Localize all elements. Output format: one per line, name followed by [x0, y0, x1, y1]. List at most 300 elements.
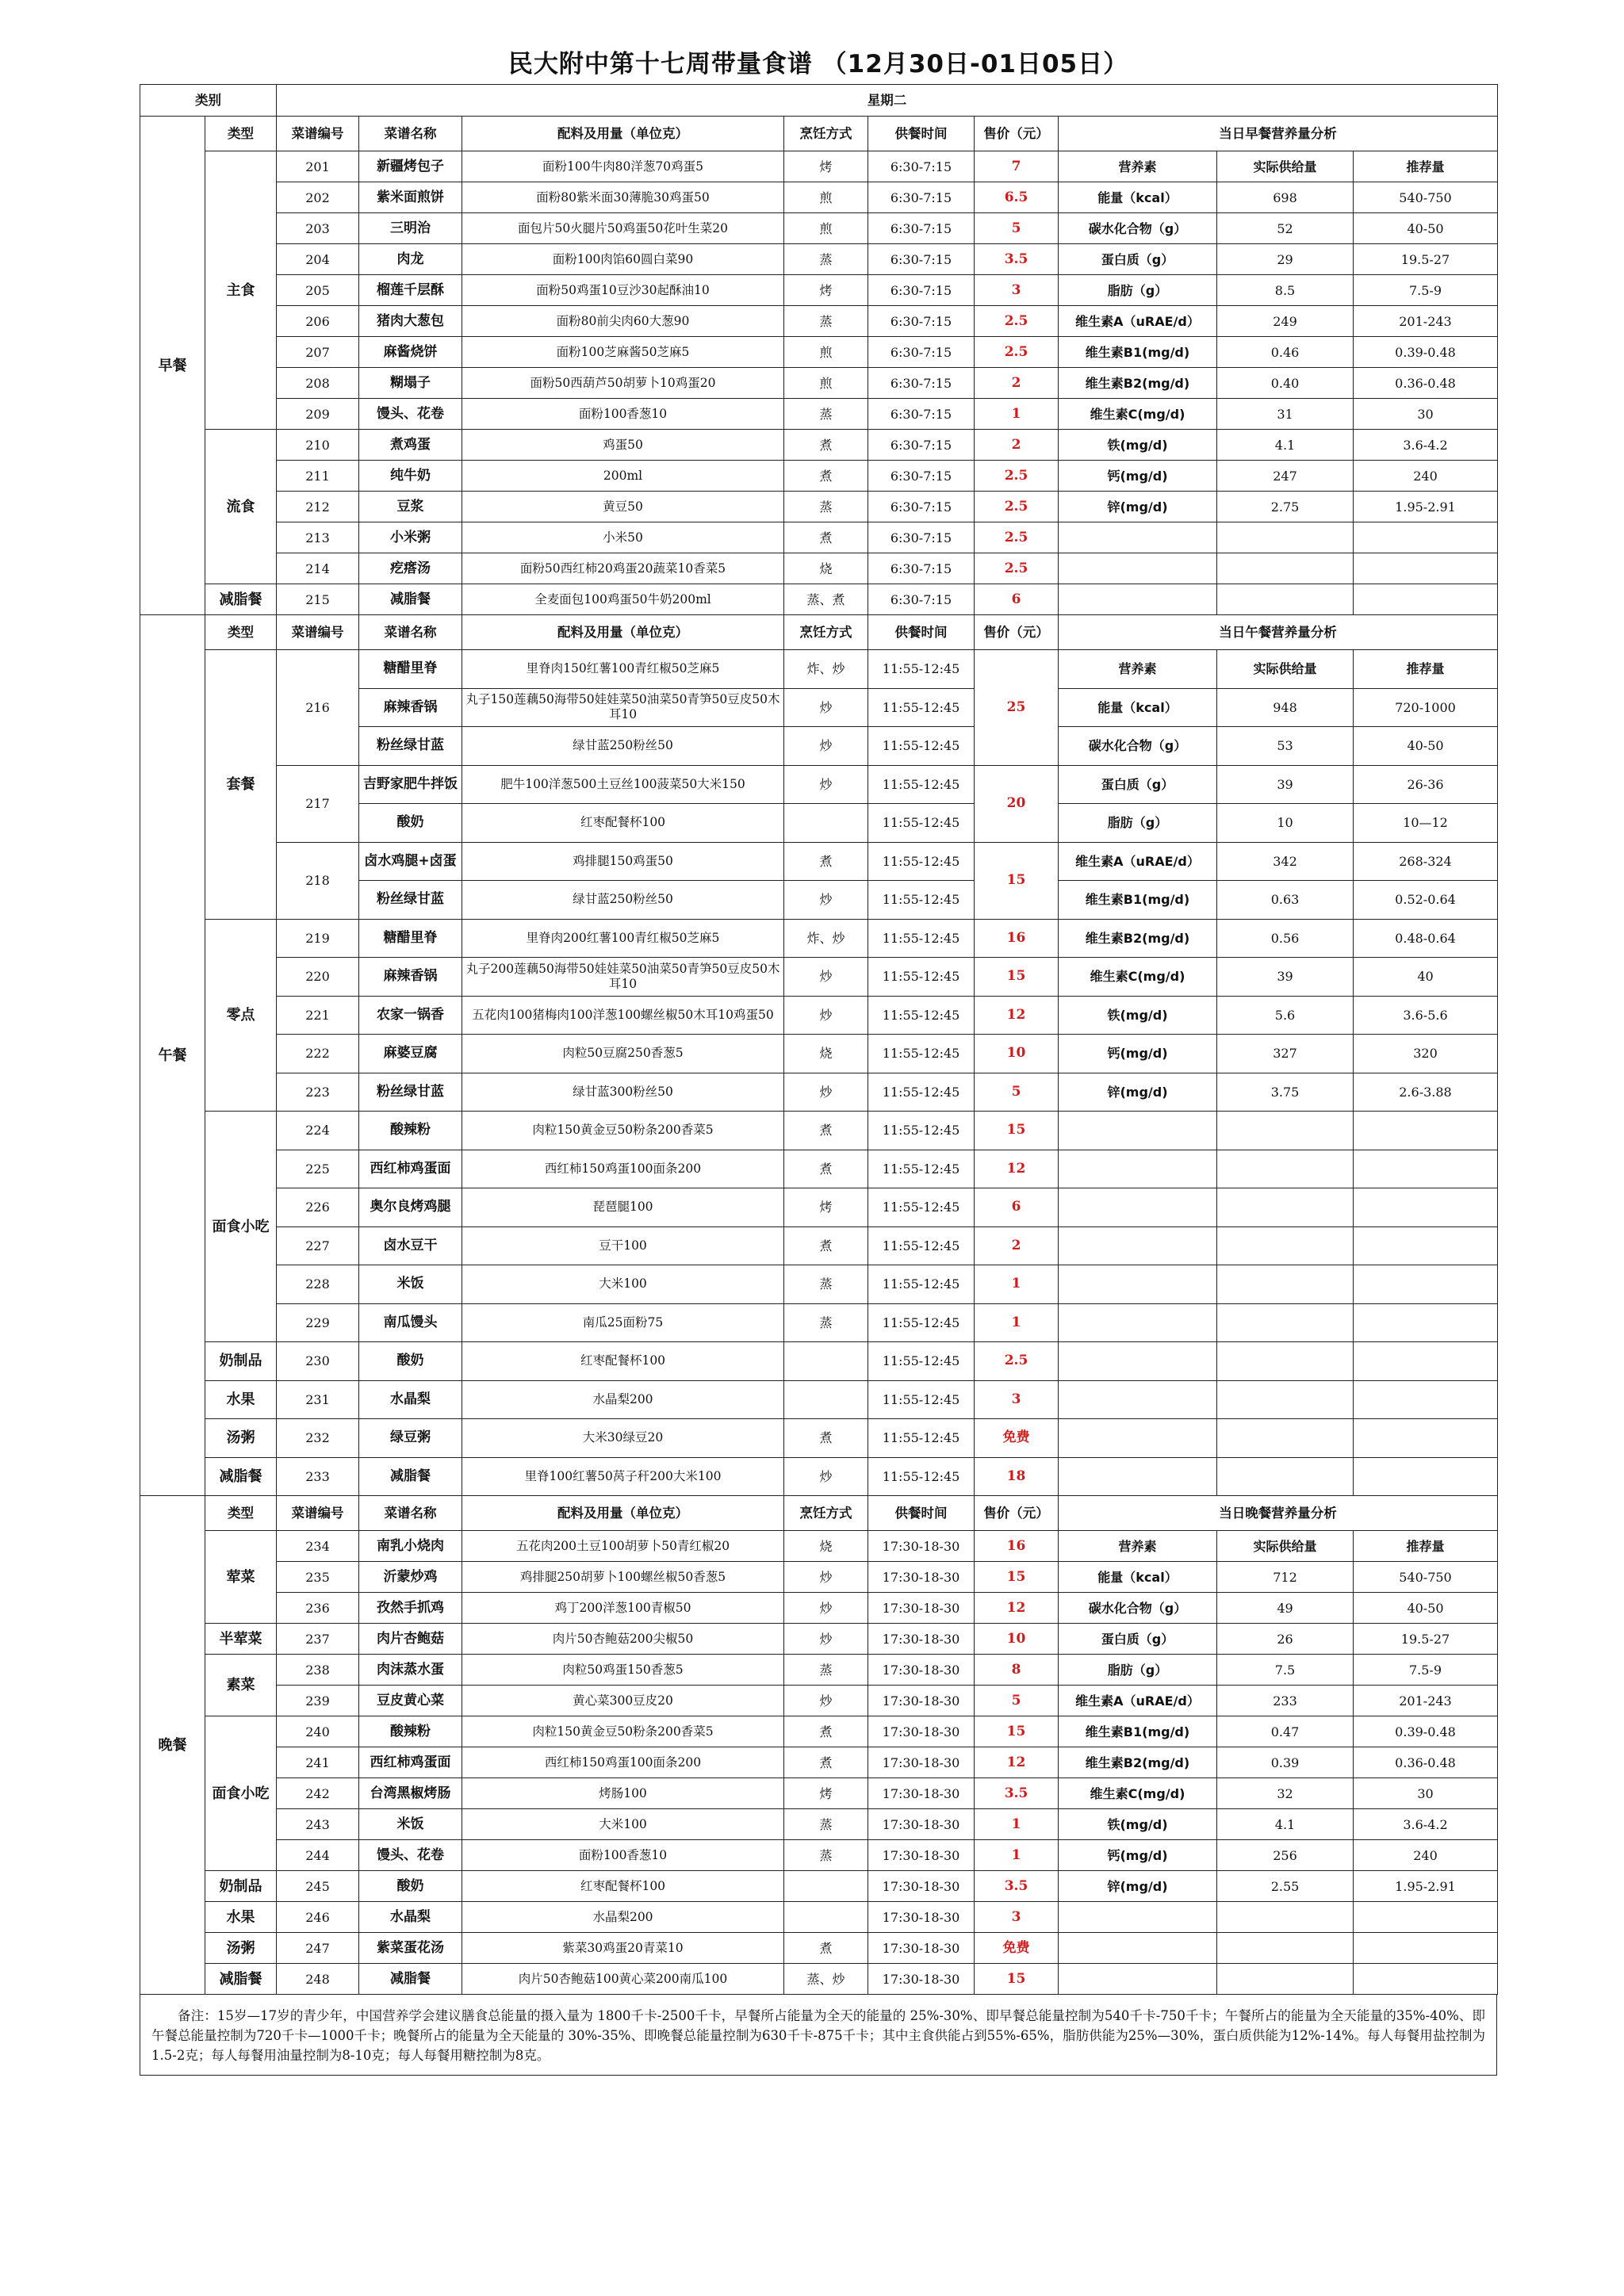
nutrient-recommended: 0.36-0.48	[1354, 368, 1498, 399]
dish-name: 酸辣粉	[359, 1716, 462, 1747]
type-label: 汤粥	[205, 1933, 277, 1964]
cooking-method: 煮	[784, 1226, 868, 1265]
dish-price: 12	[975, 1150, 1059, 1188]
table-row	[140, 584, 1498, 615]
cooking-method: 蒸	[784, 492, 868, 522]
dish-name: 紫菜蛋花汤	[359, 1933, 462, 1964]
type-label: 减脂餐	[205, 1457, 277, 1496]
dish-ingredients: 面粉50西葫芦50胡萝卜10鸡蛋20	[462, 368, 784, 399]
nutrient-actual: 256	[1217, 1840, 1354, 1871]
cooking-method: 炒	[784, 996, 868, 1035]
cooking-method: 炒	[784, 1593, 868, 1624]
serving-time: 6:30-7:15	[868, 275, 975, 306]
dish-ingredients: 西红柿150鸡蛋100面条200	[462, 1747, 784, 1778]
nutrient-name: 维生素C(mg/d)	[1059, 399, 1217, 430]
nutrient-actual: 0.47	[1217, 1716, 1354, 1747]
dish-price: 2.5	[975, 461, 1059, 492]
nutrition-header-recommended: 推荐量	[1354, 151, 1498, 182]
dish-ingredients: 肉片50杏鲍菇200尖椒50	[462, 1624, 784, 1655]
empty-cell	[1217, 1902, 1354, 1933]
table-row	[140, 430, 1498, 461]
dish-price: 15	[975, 1562, 1059, 1593]
empty-cell	[1059, 1150, 1217, 1188]
column-header-type: 类型	[205, 615, 277, 650]
dish-name: 酸奶	[359, 804, 462, 843]
dish-code: 238	[277, 1655, 359, 1686]
nutrient-recommended: 0.36-0.48	[1354, 1747, 1498, 1778]
cooking-method: 煮	[784, 461, 868, 492]
serving-time: 11:55-12:45	[868, 1035, 975, 1073]
nutrient-name: 铁(mg/d)	[1059, 996, 1217, 1035]
cooking-method: 炒	[784, 1562, 868, 1593]
dish-ingredients: 鸡排腿250胡萝卜100螺丝椒50香葱5	[462, 1562, 784, 1593]
dish-code: 248	[277, 1964, 359, 1995]
table-row	[140, 1655, 1498, 1686]
cooking-method: 蒸、煮	[784, 584, 868, 615]
empty-cell	[1217, 553, 1354, 584]
column-header-ingredients: 配料及用量（单位克）	[462, 615, 784, 650]
serving-time: 11:55-12:45	[868, 1380, 975, 1419]
serving-time: 11:55-12:45	[868, 996, 975, 1035]
empty-cell	[1217, 1380, 1354, 1419]
cooking-method: 烤	[784, 1778, 868, 1809]
dish-code: 207	[277, 337, 359, 368]
nutrient-actual: 2.55	[1217, 1871, 1354, 1902]
type-label: 零点	[205, 919, 277, 1112]
nutrient-recommended: 0.39-0.48	[1354, 1716, 1498, 1747]
nutrient-recommended: 201-243	[1354, 1686, 1498, 1716]
type-label: 主食	[205, 151, 277, 430]
dish-price: 5	[975, 1073, 1059, 1112]
cooking-method: 烤	[784, 151, 868, 182]
nutrient-actual: 233	[1217, 1686, 1354, 1716]
serving-time: 17:30-18-30	[868, 1716, 975, 1747]
dish-name: 麻婆豆腐	[359, 1035, 462, 1073]
type-label: 荤菜	[205, 1531, 277, 1624]
dish-price: 2	[975, 430, 1059, 461]
serving-time: 11:55-12:45	[868, 1073, 975, 1112]
table-row	[140, 1747, 1498, 1778]
dish-price: 3	[975, 1902, 1059, 1933]
table-row	[140, 1419, 1498, 1458]
nutrient-name: 钙(mg/d)	[1059, 1035, 1217, 1073]
dish-price: 1	[975, 1809, 1059, 1840]
empty-cell	[1059, 584, 1217, 615]
cooking-method: 煎	[784, 213, 868, 244]
dish-ingredients: 水晶梨200	[462, 1902, 784, 1933]
nutrient-actual: 712	[1217, 1562, 1354, 1593]
dish-ingredients: 水晶梨200	[462, 1380, 784, 1419]
cooking-method: 蒸	[784, 244, 868, 275]
dish-ingredients: 面粉80前尖肉60大葱90	[462, 306, 784, 337]
dish-ingredients: 南瓜25面粉75	[462, 1303, 784, 1342]
dish-name: 米饭	[359, 1809, 462, 1840]
dish-name: 南瓜馒头	[359, 1303, 462, 1342]
dish-code: 215	[277, 584, 359, 615]
table-row	[140, 1809, 1498, 1840]
serving-time: 11:55-12:45	[868, 1342, 975, 1381]
dish-name: 沂蒙炒鸡	[359, 1562, 462, 1593]
cooking-method: 煮	[784, 1419, 868, 1458]
nutrient-actual: 39	[1217, 765, 1354, 804]
dish-name: 肉片杏鲍菇	[359, 1624, 462, 1655]
serving-time: 17:30-18-30	[868, 1933, 975, 1964]
serving-time: 11:55-12:45	[868, 881, 975, 920]
nutrient-name: 能量（kcal）	[1059, 688, 1217, 727]
nutrient-actual: 31	[1217, 399, 1354, 430]
serving-time: 6:30-7:15	[868, 368, 975, 399]
empty-cell	[1354, 1150, 1498, 1188]
nutrient-actual: 0.63	[1217, 881, 1354, 920]
cooking-method: 煮	[784, 1150, 868, 1188]
serving-time: 17:30-18-30	[868, 1686, 975, 1716]
type-label: 半荤菜	[205, 1624, 277, 1655]
nutrient-name: 蛋白质（g）	[1059, 765, 1217, 804]
dish-name: 三明治	[359, 213, 462, 244]
dish-code: 203	[277, 213, 359, 244]
serving-time: 11:55-12:45	[868, 804, 975, 843]
dish-ingredients: 大米100	[462, 1809, 784, 1840]
dish-price: 12	[975, 1593, 1059, 1624]
cooking-method: 炒	[784, 1686, 868, 1716]
table-row	[140, 275, 1498, 306]
dish-ingredients: 黄豆50	[462, 492, 784, 522]
empty-cell	[1354, 1457, 1498, 1496]
cooking-method	[784, 1902, 868, 1933]
nutrient-recommended: 30	[1354, 1778, 1498, 1809]
serving-time: 17:30-18-30	[868, 1655, 975, 1686]
dish-ingredients: 面粉100香葱10	[462, 1840, 784, 1871]
dish-name: 绿豆粥	[359, 1419, 462, 1458]
nutrient-name: 脂肪（g）	[1059, 1655, 1217, 1686]
dish-ingredients: 里脊肉200红薯100青红椒50芝麻5	[462, 919, 784, 958]
dish-ingredients: 绿甘蓝250粉丝50	[462, 727, 784, 766]
table-row	[140, 1188, 1498, 1227]
table-row	[140, 1964, 1498, 1995]
nutrient-actual: 53	[1217, 727, 1354, 766]
dish-code: 234	[277, 1531, 359, 1562]
dish-code: 230	[277, 1342, 359, 1381]
nutrient-recommended: 3.6-4.2	[1354, 430, 1498, 461]
dish-price: 16	[975, 919, 1059, 958]
dish-name: 糊塌子	[359, 368, 462, 399]
table-row	[140, 650, 1498, 689]
nutrient-name: 蛋白质（g）	[1059, 1624, 1217, 1655]
serving-time: 11:55-12:45	[868, 919, 975, 958]
table-row	[140, 399, 1498, 430]
column-header-code: 菜谱编号	[277, 615, 359, 650]
nutrient-actual: 342	[1217, 842, 1354, 881]
serving-time: 11:55-12:45	[868, 1112, 975, 1150]
nutrient-name: 锌(mg/d)	[1059, 492, 1217, 522]
serving-time: 6:30-7:15	[868, 213, 975, 244]
nutrition-header-recommended: 推荐量	[1354, 650, 1498, 689]
cooking-method: 煮	[784, 1747, 868, 1778]
nutrient-recommended: 268-324	[1354, 842, 1498, 881]
serving-time: 17:30-18-30	[868, 1809, 975, 1840]
dish-name: 卤水豆干	[359, 1226, 462, 1265]
nutrition-header-nutrient: 营养素	[1059, 650, 1217, 689]
column-header-type: 类型	[205, 117, 277, 151]
column-header-price: 售价（元）	[975, 1496, 1059, 1531]
dish-price: 10	[975, 1035, 1059, 1073]
serving-time: 17:30-18-30	[868, 1964, 975, 1995]
cooking-method: 煎	[784, 182, 868, 213]
column-header-type: 类型	[205, 1496, 277, 1531]
dish-name: 西红柿鸡蛋面	[359, 1747, 462, 1778]
meal-label: 午餐	[140, 615, 205, 1496]
cooking-method: 炒	[784, 958, 868, 997]
dish-price: 25	[975, 650, 1059, 766]
column-header-code: 菜谱编号	[277, 117, 359, 151]
nutrient-name: 铁(mg/d)	[1059, 1809, 1217, 1840]
nutrient-actual: 52	[1217, 213, 1354, 244]
nutrient-recommended: 3.6-4.2	[1354, 1809, 1498, 1840]
empty-cell	[1217, 522, 1354, 553]
nutrient-actual: 10	[1217, 804, 1354, 843]
cooking-method: 炒	[784, 1457, 868, 1496]
column-header-method: 烹饪方式	[784, 1496, 868, 1531]
dish-name: 酸奶	[359, 1342, 462, 1381]
table-row	[140, 117, 1498, 151]
cooking-method	[784, 1380, 868, 1419]
table-row	[140, 919, 1498, 958]
dish-price: 5	[975, 213, 1059, 244]
dish-ingredients: 琵琶腿100	[462, 1188, 784, 1227]
type-label: 水果	[205, 1380, 277, 1419]
dish-code: 208	[277, 368, 359, 399]
column-header-method: 烹饪方式	[784, 117, 868, 151]
dish-price: 15	[975, 842, 1059, 919]
table-row	[140, 1457, 1498, 1496]
dish-code: 227	[277, 1226, 359, 1265]
nutrient-name: 维生素B1(mg/d)	[1059, 1716, 1217, 1747]
dish-name: 豆浆	[359, 492, 462, 522]
nutrient-actual: 0.46	[1217, 337, 1354, 368]
nutrient-name: 维生素A（uRAE/d）	[1059, 842, 1217, 881]
dish-name: 煮鸡蛋	[359, 430, 462, 461]
cooking-method: 烧	[784, 1531, 868, 1562]
dish-ingredients: 鸡排腿150鸡蛋50	[462, 842, 784, 881]
dish-ingredients: 红枣配餐杯100	[462, 1871, 784, 1902]
table-row	[140, 1112, 1498, 1150]
dish-ingredients: 绿甘蓝300粉丝50	[462, 1073, 784, 1112]
cooking-method: 煮	[784, 1933, 868, 1964]
empty-cell	[1059, 1380, 1217, 1419]
table-row	[140, 1531, 1498, 1562]
empty-cell	[1059, 522, 1217, 553]
nutrient-recommended: 240	[1354, 461, 1498, 492]
serving-time: 11:55-12:45	[868, 1265, 975, 1304]
nutrient-recommended: 40-50	[1354, 213, 1498, 244]
nutrient-recommended: 40-50	[1354, 1593, 1498, 1624]
cooking-method: 煮	[784, 522, 868, 553]
cooking-method: 蒸	[784, 1809, 868, 1840]
empty-cell	[1354, 584, 1498, 615]
table-row	[140, 1380, 1498, 1419]
empty-cell	[1354, 1226, 1498, 1265]
dish-code: 225	[277, 1150, 359, 1188]
serving-time: 11:55-12:45	[868, 1457, 975, 1496]
dish-name: 卤水鸡腿+卤蛋	[359, 842, 462, 881]
nutrient-recommended: 540-750	[1354, 182, 1498, 213]
dish-price: 6.5	[975, 182, 1059, 213]
dish-ingredients: 里脊100红薯50莴子秆200大米100	[462, 1457, 784, 1496]
table-row	[140, 337, 1498, 368]
dish-name: 西红柿鸡蛋面	[359, 1150, 462, 1188]
dish-code: 209	[277, 399, 359, 430]
serving-time: 11:55-12:45	[868, 1188, 975, 1227]
dish-code: 212	[277, 492, 359, 522]
dish-code: 241	[277, 1747, 359, 1778]
dish-ingredients: 肉粒50豆腐250香葱5	[462, 1035, 784, 1073]
dish-name: 减脂餐	[359, 1964, 462, 1995]
nutrient-name: 脂肪（g）	[1059, 804, 1217, 843]
nutrient-actual: 0.40	[1217, 368, 1354, 399]
empty-cell	[1217, 584, 1354, 615]
table-row	[140, 1342, 1498, 1381]
dish-price: 15	[975, 1964, 1059, 1995]
dish-code: 240	[277, 1716, 359, 1747]
table-row	[140, 553, 1498, 584]
nutrient-actual: 5.6	[1217, 996, 1354, 1035]
nutrient-recommended: 0.39-0.48	[1354, 337, 1498, 368]
dish-name: 水晶梨	[359, 1902, 462, 1933]
dish-price: 1	[975, 1265, 1059, 1304]
nutrient-name: 能量（kcal）	[1059, 182, 1217, 213]
dish-ingredients: 鸡蛋50	[462, 430, 784, 461]
dish-name: 减脂餐	[359, 584, 462, 615]
dish-ingredients: 红枣配餐杯100	[462, 1342, 784, 1381]
dish-code: 216	[277, 650, 359, 766]
dish-ingredients: 面粉80紫米面30薄脆30鸡蛋50	[462, 182, 784, 213]
dish-ingredients: 200ml	[462, 461, 784, 492]
dish-ingredients: 丸子150莲藕50海带50娃娃菜50油菜50青笋50豆皮50木耳10	[462, 688, 784, 727]
table-row	[140, 1265, 1498, 1304]
dish-ingredients: 五花肉200土豆100胡萝卜50青红椒20	[462, 1531, 784, 1562]
nutrient-recommended: 201-243	[1354, 306, 1498, 337]
table-row	[140, 244, 1498, 275]
empty-cell	[1354, 1303, 1498, 1342]
dish-price: 1	[975, 1840, 1059, 1871]
dish-price: 2.5	[975, 1342, 1059, 1381]
dish-price: 7	[975, 151, 1059, 182]
serving-time: 11:55-12:45	[868, 1150, 975, 1188]
category-header: 类别	[140, 85, 277, 117]
nutrient-recommended: 540-750	[1354, 1562, 1498, 1593]
nutrition-header-actual: 实际供给量	[1217, 1531, 1354, 1562]
cooking-method: 炒	[784, 727, 868, 766]
dish-code: 214	[277, 553, 359, 584]
empty-cell	[1217, 1150, 1354, 1188]
empty-cell	[1059, 1342, 1217, 1381]
empty-cell	[1354, 1112, 1498, 1150]
empty-cell	[1354, 1419, 1498, 1458]
nutrient-name: 能量（kcal）	[1059, 1562, 1217, 1593]
table-row	[140, 182, 1498, 213]
nutrient-name: 脂肪（g）	[1059, 275, 1217, 306]
dish-price: 12	[975, 1747, 1059, 1778]
empty-cell	[1217, 1964, 1354, 1995]
dish-code: 220	[277, 958, 359, 997]
nutrient-name: 维生素C(mg/d)	[1059, 958, 1217, 997]
nutrient-recommended: 2.6-3.88	[1354, 1073, 1498, 1112]
dish-price: 2.5	[975, 337, 1059, 368]
dish-name: 米饭	[359, 1265, 462, 1304]
table-row	[140, 1716, 1498, 1747]
dish-name: 水晶梨	[359, 1380, 462, 1419]
dish-ingredients: 面粉100肉馅60圆白菜90	[462, 244, 784, 275]
dish-ingredients: 肉片50杏鲍菇100黄心菜200南瓜100	[462, 1964, 784, 1995]
nutrient-actual: 3.75	[1217, 1073, 1354, 1112]
table-row	[140, 1871, 1498, 1902]
empty-cell	[1354, 553, 1498, 584]
table-row	[140, 1933, 1498, 1964]
nutrient-actual: 26	[1217, 1624, 1354, 1655]
dish-code: 223	[277, 1073, 359, 1112]
dish-code: 244	[277, 1840, 359, 1871]
meal-label: 晚餐	[140, 1496, 205, 1995]
empty-cell	[1354, 1265, 1498, 1304]
cooking-method: 煮	[784, 842, 868, 881]
nutrient-recommended: 26-36	[1354, 765, 1498, 804]
empty-cell	[1059, 1265, 1217, 1304]
dish-price: 15	[975, 958, 1059, 997]
serving-time: 17:30-18-30	[868, 1593, 975, 1624]
empty-cell	[1059, 1902, 1217, 1933]
dish-price: 2.5	[975, 306, 1059, 337]
serving-time: 11:55-12:45	[868, 958, 975, 997]
dish-price: 1	[975, 399, 1059, 430]
nutrient-name: 碳水化合物（g）	[1059, 213, 1217, 244]
table-row	[140, 1902, 1498, 1933]
dish-ingredients: 面包片50火腿片50鸡蛋50花叶生菜20	[462, 213, 784, 244]
nutrient-recommended: 320	[1354, 1035, 1498, 1073]
dish-ingredients: 肉粒50鸡蛋150香葱5	[462, 1655, 784, 1686]
dish-name: 粉丝绿甘蓝	[359, 1073, 462, 1112]
table-row	[140, 1035, 1498, 1073]
dish-code: 213	[277, 522, 359, 553]
dish-code: 237	[277, 1624, 359, 1655]
nutrient-recommended: 240	[1354, 1840, 1498, 1871]
dish-name: 糖醋里脊	[359, 650, 462, 689]
empty-cell	[1217, 1933, 1354, 1964]
dish-price: 3	[975, 275, 1059, 306]
dish-code: 236	[277, 1593, 359, 1624]
nutrition-header-actual: 实际供给量	[1217, 151, 1354, 182]
dish-price: 6	[975, 584, 1059, 615]
nutrient-actual: 7.5	[1217, 1655, 1354, 1686]
dish-ingredients: 肉粒150黄金豆50粉条200香菜5	[462, 1716, 784, 1747]
cooking-method: 蒸、炒	[784, 1964, 868, 1995]
nutrient-actual: 2.75	[1217, 492, 1354, 522]
dish-ingredients: 面粉100香葱10	[462, 399, 784, 430]
dish-code: 201	[277, 151, 359, 182]
type-label: 流食	[205, 430, 277, 584]
cooking-method: 炸、炒	[784, 650, 868, 689]
cooking-method: 煮	[784, 1112, 868, 1150]
cooking-method: 蒸	[784, 1303, 868, 1342]
dish-ingredients: 小米50	[462, 522, 784, 553]
serving-time: 6:30-7:15	[868, 461, 975, 492]
dish-code: 246	[277, 1902, 359, 1933]
table-row	[140, 1303, 1498, 1342]
table-row	[140, 1226, 1498, 1265]
dish-price: 免费	[975, 1933, 1059, 1964]
nutrient-actual: 8.5	[1217, 275, 1354, 306]
table-row	[140, 306, 1498, 337]
nutrient-actual: 327	[1217, 1035, 1354, 1073]
